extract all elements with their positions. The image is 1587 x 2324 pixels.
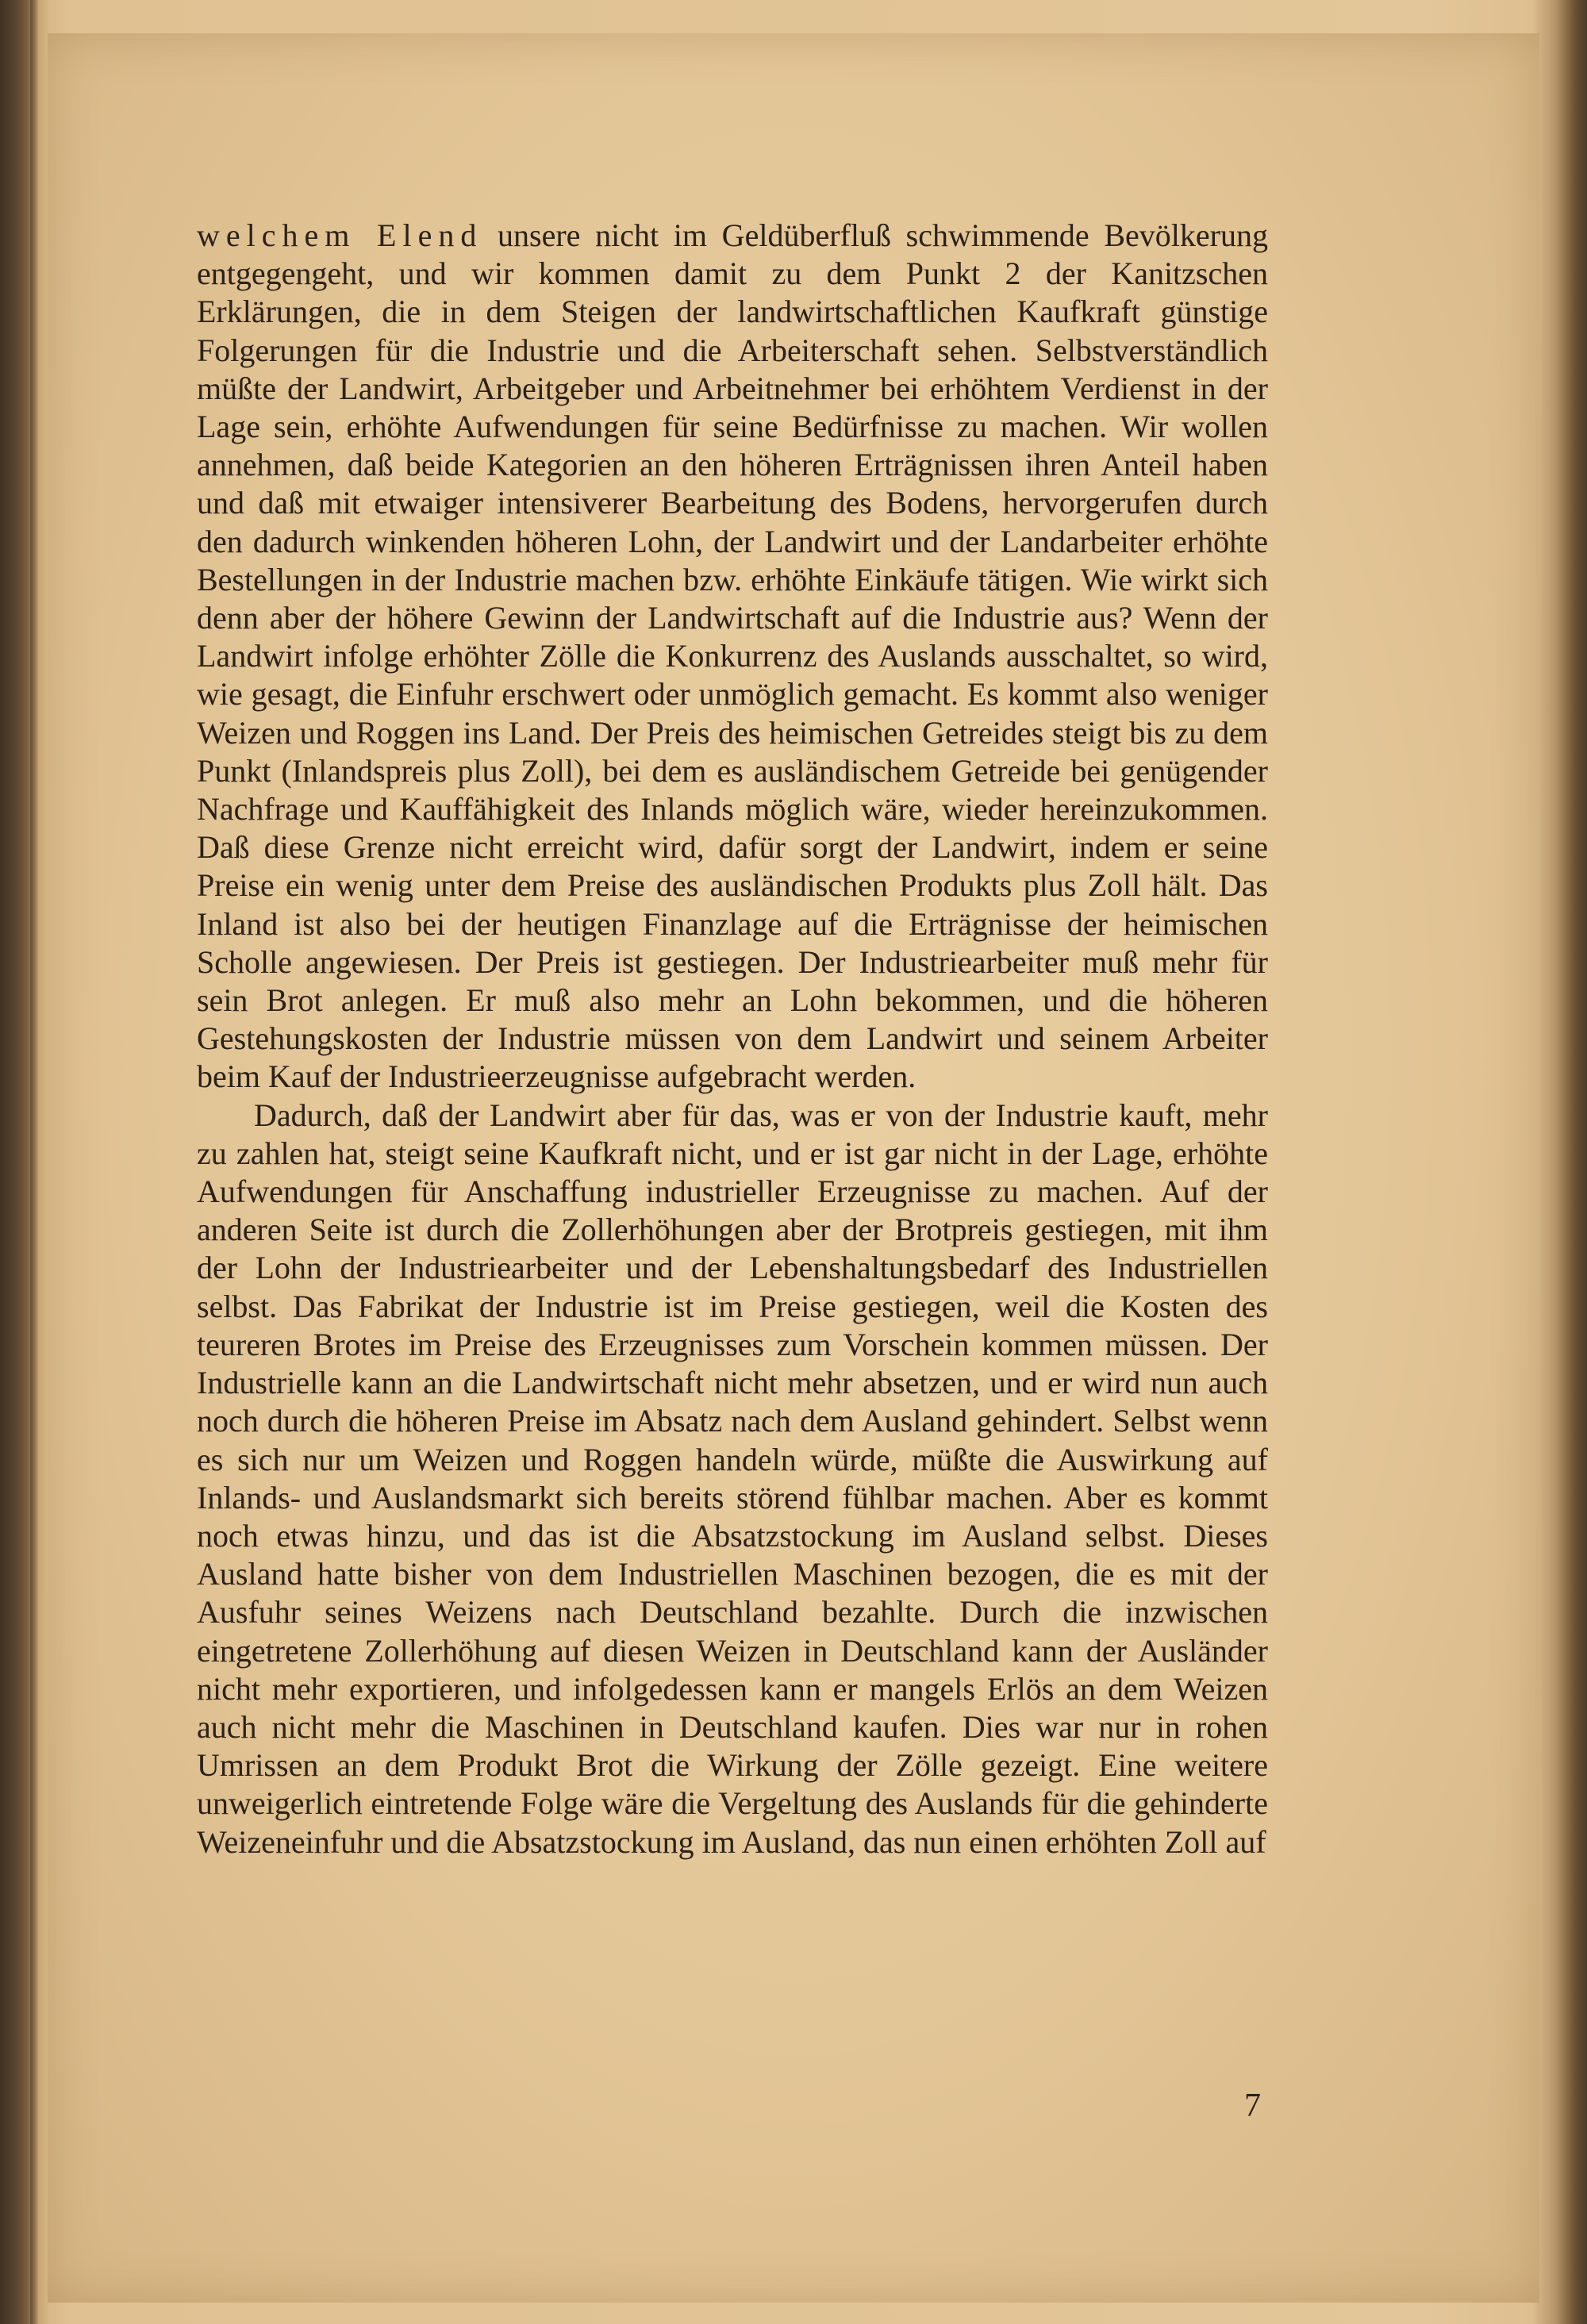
paragraph-1	[197, 217, 1268, 1097]
page-number: 7	[1244, 2088, 1261, 2124]
body-text	[197, 217, 1268, 1861]
emphasized-lead: welchem Elend	[197, 217, 483, 253]
paragraph-2: Dadurch, daß der Landwirt aber für das, was er von der Industrie kauft, mehr zu zahlen hat, steigt seine Kaufkraft nicht, und er ist gar nicht in der Lage, erhöhte Aufwendungen für Anschaffung industrieller Erzeugnisse zu machen. Auf der anderen Seite ist durch die Zollerhöhungen aber der Brotpreis gestiegen, mit ihm der Lohn der Industriearbeiter und der Lebenshaltungsbedarf des Industriellen selbst. Das Fabrikat der Industrie ist im Preise gestiegen, weil die Kosten des teureren Brotes im Preise des Erzeugnisses zum Vorschein kommen müssen. Der Industrielle kann an die Landwirtschaft nicht mehr absetzen, und er wird nun auch noch durch die höheren Preise im Absatz nach dem Ausland gehindert. Selbst wenn es sich nur um Weizen und Roggen handeln würde, müßte die Auswirkung auf Inlands- und Auslandsmarkt sich bereits störend fühlbar machen. Aber es kommt noch etwas hinzu, und das ist die Absatzstockung im Ausland selbst. Dieses Ausland hatte bisher von dem Industriellen Maschinen bezogen, die es mit der Ausfuhr seines Weizens nach Deutschland bezahlte. Durch die inzwischen eingetretene Zollerhöhung auf diesen Weizen in Deutschland kann der Ausländer nicht mehr exportieren, und infolgedessen kann er mangels Erlös an dem Weizen auch nicht mehr die Maschinen in Deutschland kaufen. Dies war nur in rohen Umrissen an dem Produkt Brot die Wirkung der Zölle gezeigt. Eine weitere unweigerlich eintretende Folge wäre die Vergeltung des Auslands für die gehinderte Weizeneinfuhr und die Absatzstockung im Ausland, das nun einen erhöhten Zoll auf	[197, 1097, 1268, 1860]
paragraph-1-text: unsere nicht im Geldüberfluß schwimmende Bevölkerung entgegengeht, und wir kommen damit zu dem Punkt 2 der Kanitzschen Erklärungen, die in dem Steigen der landwirtschaftlichen Kaufkraft günstige Folgerungen für die Industrie und die Arbeiterschaft sehen. Selbstverständlich müßte der Landwirt, Arbeitgeber und Arbeitnehmer bei erhöhtem Verdienst in der Lage sein, erhöhte Aufwendungen für seine Bedürfnisse zu machen. Wir wollen annehmen, daß beide Kategorien an den höheren Erträgnissen ihren Anteil haben und daß mit etwaiger intensiverer Bearbeitung des Bodens, hervorgerufen durch den dadurch winkenden höheren Lohn, der Landwirt und der Landarbeiter erhöhte Bestellungen in der Industrie machen bzw. erhöhte Einkäufe tätigen. Wie wirkt sich denn aber der höhere Gewinn der Landwirtschaft auf die Industrie aus? Wenn der Landwirt infolge erhöhter Zölle die Konkurrenz des Auslands ausschaltet, so wird, wie gesagt, die Einfuhr erschwert oder unmöglich gemacht. Es kommt also weniger Weizen und Roggen ins Land. Der Preis des heimischen Getreides steigt bis zu dem Punkt (Inlandspreis plus Zoll), bei dem es ausländischem Getreide bei genügender Nachfrage und Kauffähigkeit des Inlands möglich wäre, wieder hereinzukommen. Daß diese Grenze nicht erreicht wird, dafür sorgt der Landwirt, indem er seine Preise ein wenig unter dem Preise des ausländischen Produkts plus Zoll hält. Das Inland ist also bei der heutigen Finanzlage auf die Erträgnisse der heimischen Scholle angewiesen. Der Preis ist gestiegen. Der Industriearbeiter muß mehr für sein Brot anlegen. Er muß also mehr an Lohn bekommen, und die höheren Gestehungskosten der Industrie müssen von dem Landwirt und seinem Arbeiter beim Kauf der Industrieerzeugnisse aufgebracht werden.	[197, 217, 1268, 1095]
book-gutter	[30, 0, 38, 2324]
